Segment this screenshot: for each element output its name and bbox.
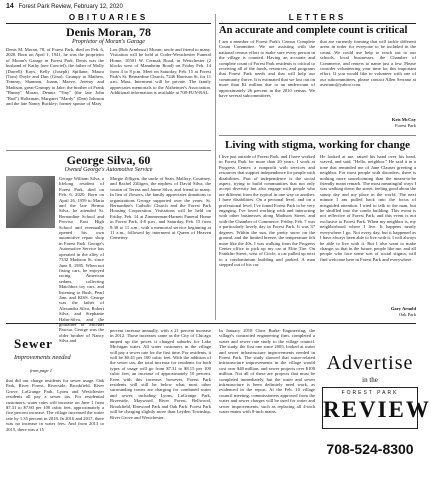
letter-headline-census: An accurate and complete count is critical [219, 25, 408, 36]
ad-in-the-text: in the [362, 376, 378, 384]
page-number: 14 [6, 3, 14, 10]
obituary-george-column-1b [6, 231, 104, 320]
publication-line: Forest Park Review, February 12, 2020 [18, 4, 123, 10]
obituary-george-column-2: Margie Zilligen, the uncle of Sean, Mallory, Courtney, and Rachel Zilligen, the nephew of David Silva, the cousin of Teresa and Jaime Silva, and friend to many. In lieu of flowers, the family appreciates donations to organizations George supported over the years: St. Bernardine's Catholic Church and the Forest Park Housing Corporation. Visitations will be held on Friday, Feb. 14 at Zimmerman-Harnett Funeral Home in Forest Park, 4-8 p.m., and Saturday, Feb. 15 from 9:30 to 11 a.m., with a memorial service beginning at 11 a.m., followed by interment at Queen of Heaven Cemetery. [110, 176, 211, 241]
letters-divider [219, 135, 416, 136]
letter-census-column-1: I am a member of Forest Park's Census Complete Count Committee. We are assisting with the national census effort to make sure every person in the village is counted. Having an accurate and complete count of Forest Park residents is critical to receiving all of the funds, resources, and programs that Forest Park needs and that will help our community thrive. It is estimated that we lost out on more than $2 million due to an undercount of approximately 26 percent in the 2010 census. We have several subcommittees [219, 39, 315, 99]
obituary-denis-column-2: Lou (Bob Armbrust) Moran; uncle and friend to many. Visitation will be held at Coder-Westchester Funeral Home, 10501 W. Cermak Road, in Westchester (2 blocks west of Mannheim Road) on Friday Feb. 14 from 4 to 8 p.m. Meet on Saturday, Feb. 15 at Forest Park's St. Bernardine Church, 7246 Harrison St. for 11 a.m. Mass. Interment will be private. The family appreciates memorials to the Alzheimer's Association. Additional information is available at 708-FUN-RAL. [110, 47, 211, 96]
ad-phone-number: 708-524-8300 [326, 441, 414, 457]
obituary-denis-column-1: Denis M. Moran, 78, of Forest Park, died on Feb. 6, 2020. Born on April 1, 1941, he was the proprietor of Moran's Garage in Forest Park. Denis was the husband of Kathy (nee Conciel); the father of Molly (Darrell) Kays, Kelly (Joseph) Spillane, Maura (Tom) Doyle and Dan (Gina); Grumpy to Mathew, Tommy, Shannon, Joann, Maeve, Jeremy and Madison, great-Grumpy to Jake; the brother of Frank "Bunny" Moran, Dennis "Tiny" (the late John "Bud") Holtzman, Margaret "Mardy" (Dan) Johnson and the late Nancy Buckley; former spouse of Mary [6, 47, 104, 107]
ad-review-text: REVIEW [323, 397, 431, 422]
obituary-divider [6, 150, 211, 151]
letters-rule [219, 23, 416, 24]
ad-review-logo [322, 387, 431, 429]
letters-section-head: LETTERS [288, 13, 347, 22]
letter-census-column-2: that are currently forming that will tackle different areas in order for everyone to be included in the count. We could use help to reach out to our schools, local businesses, the Chamber of Commerce, and renters to name just a few. Please consider volunteering your time for this important effort. If you would like to volunteer with one of our subcommittees, please contact Allen Serrano at aserrano@yahoo.com. [320, 39, 416, 88]
sewer-column-1: that did our charge residents for sewer usage. Oak Park, River Forest, Riverside, Brookfield, River Grove, LaGrange Park, Lyons and Westchester residents all pay a sewer tax. For residential customers, water rates will increase on June 1 from $7.31 to $7.60 per 100 cubic feet, approximately a five percent increase. The village increased the water rate by 1.35 percent in 2018. In 2016 and 2017, there was no increase in water fees. And from 2013 to 2015, there was a 15 [6, 378, 104, 432]
obituary-subtitle-denis: Proprietor of Moran's Garage [72, 39, 145, 45]
bottom-section-rule [6, 323, 416, 324]
obituary-headline-denis: Denis Moran, 78 [66, 25, 151, 39]
george-silva-photo [6, 176, 55, 228]
sewer-subhead: Improvements needed [14, 354, 71, 361]
letter-headline-stigma: Living with stigma, working for change [225, 139, 410, 151]
column-divider [215, 14, 216, 320]
letter-stigma-column-2: He looked at me, raised his hand over his head, waved, and said, "Hello, neighbor." He said it in a tone that reminded me of Jane Clauser greeting a neighbor. For most people with disorders, there is nothing more unwelcoming than the meant-to-be friendly mean remark. The most meaningful ways I was walking down the street, feeling good about the sunny day and my place in the world. The next minute I am pulled back into the focus of misguided attention. I tried to talk to the man, but he shuffled into the condo building. This event is not reflective of Forest Park, and this event is not exclusive to Forest Park. When my neighbor is, my neighborhood where I live. It happens nearly everywhere I go. Not every day, but it happened as I have always been able to live with it. I will always be able to live with it. But I also want to make change, so that in the future, people like me, and all people who face some sort of social stigma, will find welcome here in Forest Park and everywhere. [320, 154, 416, 262]
obituary-subtitle-george: Owned George's Automotive Service [64, 167, 153, 173]
letter-stigma-column-1: I live just outside of Forest Park, and I have worked in Forest Park for more than 20 years. I work at Progress Center, a nonprofit with services and resources that support independence for people with disabilities. Part of independence is the social aspect, trying to build communities that not only accept diversity but also engage with people who are different from the typical in one way or another. I have disabilities. On a personal level, and on a professional level, I've found Forest Park to be very engaging. I've loved working with and interacting with other businesses along Madison Street, and with the Chamber of Commerce. Friday, Feb. 7 was a particularly lovely day in Forest Park. It was 37 degrees. Within the sun, the pretty snow on the ground, and the limited breeze, the temperature felt more like the 40s. I was walking from the Progress Center office to pick up my car at Elite Tire. On Franklin Street, west of Circle, a car pulled up next to a condominium building and parked. A man stepped out of his car. [219, 154, 315, 268]
ad-advertise-text: Advertise [326, 352, 414, 374]
ad-forest-park-text: FOREST PARK [341, 390, 399, 396]
jump-from-label: from page 1 [30, 368, 53, 373]
obituary-headline-george: George Silva, 60 [66, 153, 151, 167]
letter-stigma-signature: Gary Arnold [390, 306, 416, 311]
letter-census-signature: Kris McCoy [391, 117, 416, 122]
sewer-column-3: In January 2018 Chris Burke Engineering, the village's contracted engineering firm, completed a water and sewer rate study to the village council. The study, the first one since 2005, looked at water and sewer infrastructure improvements needed in Forest Park. The study showed that water-related infrastructure improvements in the village would cost over $40 million, and sewer projects over $100 million. Not all of these are projects that must be completed immediately, but the water and sewer infrastructure is been definitely need work, as evidenced in the report. At the Feb. 10 village council meeting, commissioners approved from the water and sewer charges will be used for water and sewer improvements, such as replacing all 4-inch water mains with 8-inch mains. [219, 328, 315, 415]
obituaries-section-head: OBITUARIES [68, 13, 149, 22]
obituaries-rule [6, 23, 211, 24]
letter-stigma-location: Oak Park [398, 312, 416, 317]
letter-census-location: Forest Park [394, 123, 416, 128]
sewer-headline: Sewer [14, 336, 53, 351]
masthead [6, 3, 416, 12]
sewer-column-2: percent increase annually, with a 21 percent increase in 2012. Those increases came as the City of Chicago amped up the prices it charged suburbs for Lake Michigan water. All water customers in the village will pay a sewer rate for the first time. For residents, it will be $0.45 per 100 cubic feet. With the addition of the sewer tax, the total increase for residents for both types of usage will go from $7.31 to $8.15 per 100 cubic feet, an increase of approximately 10 percent. Even with this increase, however, Forest Park residents will still be below what most other surrounding towns are charging for combined water and sewer, including Lyons, LaGrange Park, Riverside, Maywood, River Forest, Bellwood, Brookfield, Elmwood Park and Oak Park. Forest Park will be charging slightly more than Leyden Township, River Grove and Westchester. [110, 328, 211, 420]
obituary-george-column-1a: George William Silva, a lifelong resident of Forest Park, died on Feb. 6, 2020. Born on April 26, 1959 to Maria and the late Hermo Silva, he attended St. Bernardine School and Proviso East High School and eventually opened his own automotive repair shop in Forest Park. George's Automotive Service has operated in the alley of 7332 Madison St. since June 8, 1985. When not fixing cars, he enjoyed racing American sedans, collecting Matchbox toy cars, and listening to Rush, Pearl Jam, and KISS. George was the father of Alexandra Silva, Robert Silva, and Stephanie Hahn-Silva, and the godfather of Michael Pascua. George was the older brother of Nancy Silva and [59, 176, 104, 344]
